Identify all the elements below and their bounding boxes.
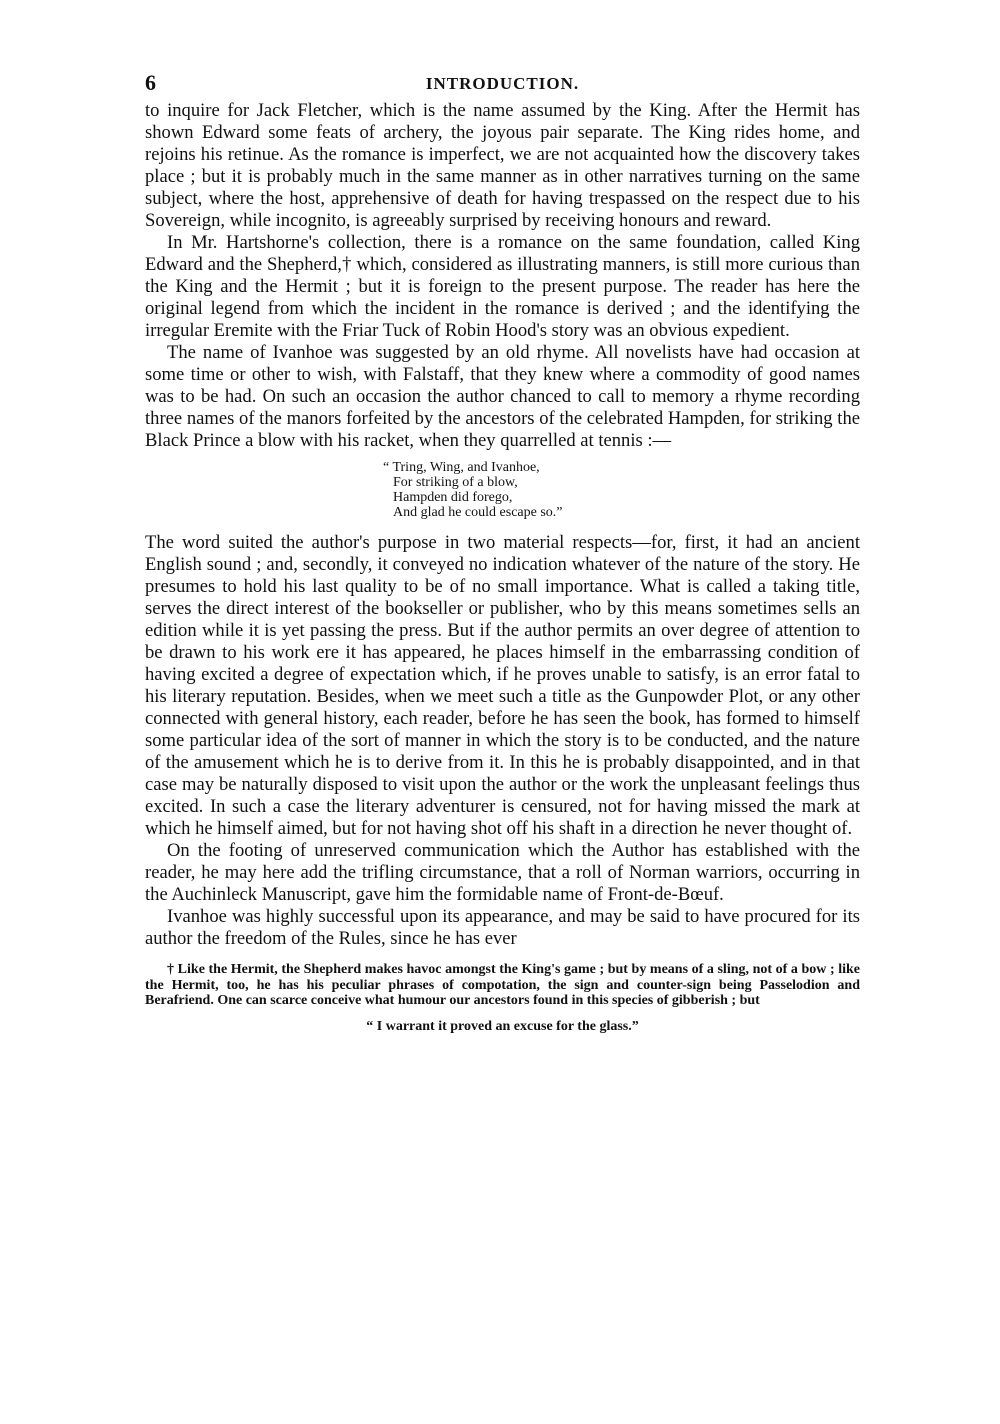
paragraph: The name of Ivanhoe was suggested by an old rhyme. All novelists have had occasion at some time or other to wish, with Falstaff, that they knew where a commodity of good names was to be had. On such an occasion the author chanced to call to memory a rhyme recording three names of the manors forfeited by the ancestors of the celebrated Hampden, for striking the Black Prince a blow with his racket, when they quarrelled at tennis :—: [145, 342, 860, 451]
paragraph: In Mr. Hartshorne's collection, there is a romance on the same foundation, called King Edward and the Shepherd,† which, considered as illustrating manners, is still more curious than the King and the Hermit ; but it is foreign to the present purpose. The reader has here the original legend from which the incident in the romance is derived ; and the identifying the irregular Eremite with the Friar Tuck of Robin Hood's story was an obvious expedient.: [145, 232, 860, 341]
body-text: [145, 100, 860, 950]
footnote: [145, 962, 860, 1034]
paragraph: Ivanhoe was highly successful upon its appearance, and may be said to have procured for its author the freedom of the Rules, since he has ever: [145, 906, 860, 949]
paragraph-continued: to inquire for Jack Fletcher, which is the name assumed by the King. After the Hermit has shown Edward some feats of archery, the joyous pair separate. The King rides home, and rejoins his retinue. As the romance is imperfect, we are not acquainted how the discovery takes place ; but it is probably much in the same manner as in other narratives turning on the same subject, where the host, apprehensive of death for having trespassed on the respect due to his Sovereign, while incognito, is agreeably surprised by receiving honours and reward.: [145, 100, 860, 231]
footnote-quote: “ I warrant it proved an excuse for the glass.”: [366, 1018, 639, 1034]
verse-line: Hampden did forego,: [393, 490, 513, 505]
book-page: [145, 70, 860, 1034]
footnote-text: † Like the Hermit, the Shepherd makes havoc amongst the King's game ; but by means of a sling, not of a bow ; like the Hermit, too, he has his peculiar phrases of compotation, the sign and counter-sign being Passelodion and Berafriend. One can scarce conceive what humour our ancestors found in this species of gibberish ; but: [145, 962, 860, 1008]
page-number: 6: [145, 70, 156, 95]
paragraph: On the footing of unreserved communication which the Author has established with the reader, he may here add the trifling circumstance, that a roll of Norman warriors, occurring in the Auchinleck Manuscript, gave him the formidable name of Front-de-Bœuf.: [145, 840, 860, 905]
paragraph: The word suited the author's purpose in two material respects—for, first, it had an ancient English sound ; and, secondly, it conveyed no indication whatever of the nature of the story. He presumes to hold his last quality to be of no small importance. What is called a taking title, serves the direct interest of the bookseller or publisher, who by this means sometimes sells an edition while it is yet passing the press. But if the author permits an over degree of attention to be drawn to his work ere it has appeared, he places himself in the embarrassing condition of having excited a degree of expectation which, if he proves unable to satisfy, is an error fatal to his literary reputation. Besides, when we meet such a title as the Gunpowder Plot, or any other connected with general history, each reader, before he has seen the book, has formed to himself some particular idea of the sort of manner in which the story is to be conducted, and the nature of the amusement which he is to derive from it. In this he is probably disappointed, and in that case may be naturally disposed to visit upon the author or the work the unpleasant feelings thus excited. In such a case the literary adventurer is censured, not for having missed the mark at which he himself aimed, but for not having shot off his shaft in a direction he never thought of.: [145, 532, 860, 839]
verse-line: “ Tring, Wing, and Ivanhoe,: [383, 460, 540, 475]
verse-quote: [383, 460, 860, 520]
verse-line: And glad he could escape so.”: [393, 505, 563, 520]
running-title: INTRODUCTION.: [425, 74, 580, 93]
page-header: [145, 70, 860, 100]
verse-line: For striking of a blow,: [393, 475, 518, 490]
